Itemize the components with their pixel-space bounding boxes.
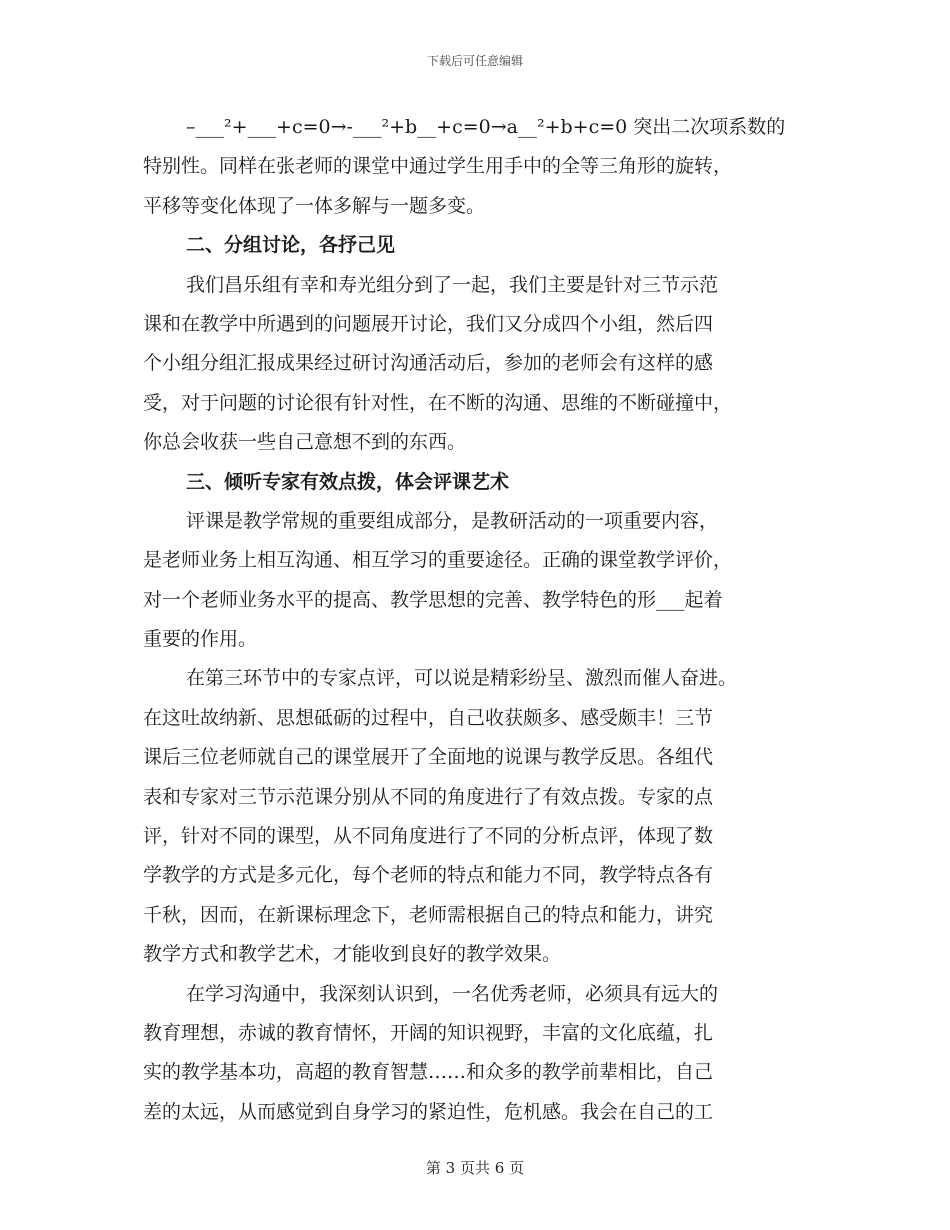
text-line: 实的教学基本功，高超的教育智慧……和众多的教学前辈相比，自己: [143, 1061, 714, 1084]
text-line: 重要的作用。: [143, 628, 258, 651]
section-heading: 三、倾听专家有效点拨，体会评课艺术: [186, 470, 510, 493]
text-line: 评课是教学常规的重要组成部分，是教研活动的一项重要内容，: [186, 509, 719, 532]
text-line: 特别性。同样在张老师的课堂中通过学生用手中的全等三角形的旋转，: [143, 155, 733, 178]
document-body: [143, 108, 815, 1132]
text-line: 课后三位老师就自己的课堂展开了全面地的说课与教学反思。各组代: [143, 746, 714, 769]
text-line: 学教学的方式是多元化，每个老师的特点和能力不同，教学特点各有: [143, 864, 714, 887]
text-line: 是老师业务上相互沟通、相互学习的重要途径。正确的课堂教学评价，: [143, 549, 733, 572]
text-line: 教育理想，赤诚的教育情怀，开阔的知识视野，丰富的文化底蕴，扎: [143, 1021, 714, 1044]
text-line: 平移等变化体现了一体多解与一题多变。: [143, 194, 486, 217]
text-line: 对一个老师业务水平的提高、教学思想的完善、教学特色的形___起着: [143, 588, 723, 611]
text-line: 差的太远，从而感觉到自身学习的紧迫性，危机感。我会在自己的工: [143, 1100, 714, 1123]
text-line: 在这吐故纳新、思想砥砺的过程中，自己收获颇多、感受颇丰！三节: [143, 706, 714, 729]
section-heading: 二、分组讨论，各抒己见: [186, 234, 396, 257]
text-line: 评，针对不同的课型，从不同角度进行了不同的分析点评，体现了数: [143, 825, 714, 848]
text-line: 表和专家对三节示范课分别从不同的角度进行了有效点拨。专家的点: [143, 785, 714, 808]
text-line: 课和在教学中所遇到的问题展开讨论，我们又分成四个小组，然后四: [143, 312, 714, 335]
text-line: –___²+___+c=0→-___²+b__+c=0→a__²+b+c=0 突出二次项系数的: [186, 116, 786, 138]
page-footer: 第 3 页共 6 页: [425, 1159, 525, 1177]
text-line: 个小组分组汇报成果经过研讨沟通活动后，参加的老师会有这样的感: [143, 352, 714, 375]
text-line: 你总会收获一些自己意想不到的东西。: [143, 431, 467, 454]
text-line: 我们昌乐组有幸和寿光组分到了一起，我们主要是针对三节示范: [186, 273, 719, 296]
text-line: 教学方式和教学艺术，才能收到良好的教学效果。: [143, 943, 562, 966]
text-line: 受，对于问题的讨论很有针对性，在不断的沟通、思维的不断碰撞中，: [143, 391, 733, 414]
page-header: 下载后可任意编辑: [426, 54, 523, 68]
text-line: 在第三环节中的专家点评，可以说是精彩纷呈、激烈而催人奋进。: [186, 667, 738, 690]
text-line: 千秋，因而，在新课标理念下，老师需根据自己的特点和能力，讲究: [143, 903, 714, 926]
text-line: 在学习沟通中，我深刻认识到，一名优秀老师，必须具有远大的: [186, 982, 719, 1005]
